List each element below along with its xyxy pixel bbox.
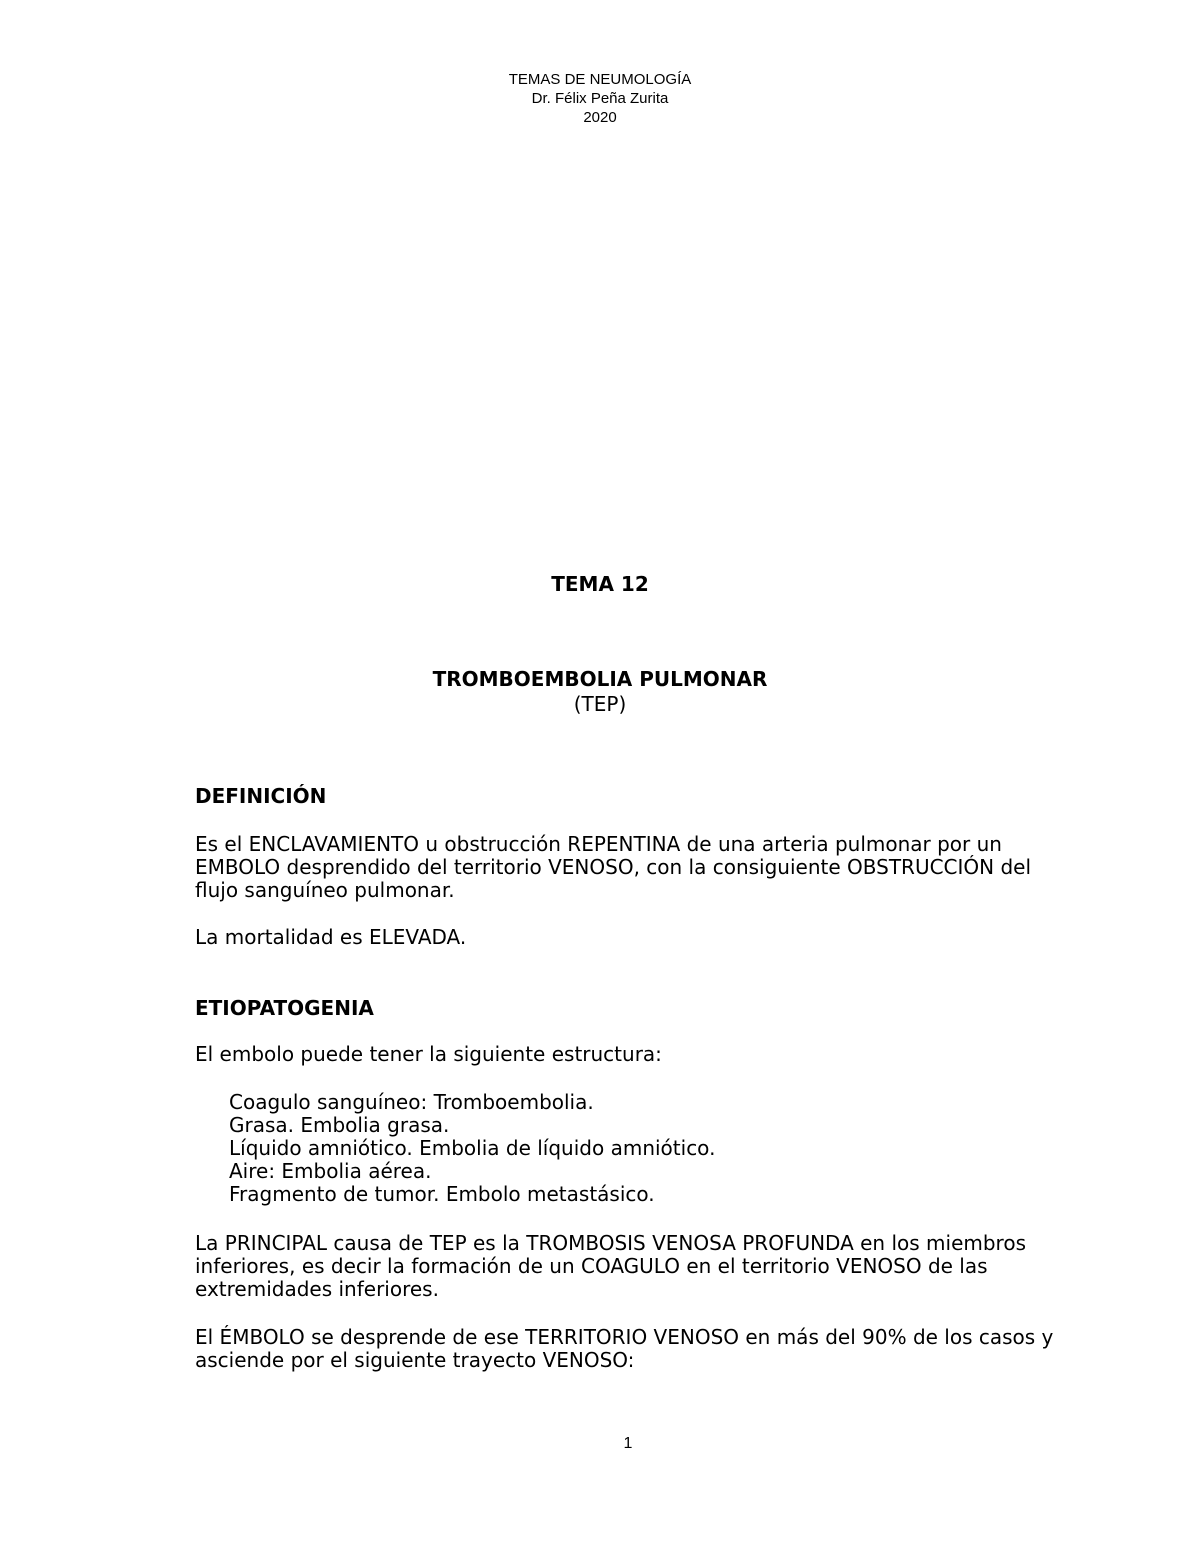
embolo-types-list xyxy=(229,1091,715,1206)
header-subject: TEMAS DE NEUMOLOGÍA xyxy=(508,71,692,88)
embolo-trayecto-paragraph xyxy=(195,1326,1075,1372)
document-abbreviation: (TEP) xyxy=(573,692,627,716)
page-header xyxy=(0,70,1200,127)
list-item: Fragmento de tumor. Embolo metastásico. xyxy=(229,1182,655,1206)
document-title: TROMBOEMBOLIA PULMONAR xyxy=(432,667,768,691)
section-heading-definicion: DEFINICIÓN xyxy=(195,784,327,808)
definicion-text: Es el ENCLAVAMIENTO u obstrucción REPENTINA de una arteria pulmonar por un EMBOLO desprendido del territorio VENOSO, con la consiguiente OBSTRUCCIÓN del flujo sanguíneo pulmonar. xyxy=(195,832,1032,902)
list-item: Líquido amniótico. Embolia de líquido amniótico. xyxy=(229,1136,716,1160)
header-year: 2020 xyxy=(583,109,617,126)
header-author: Dr. Félix Peña Zurita xyxy=(531,90,669,107)
list-item: Aire: Embolia aérea. xyxy=(229,1159,432,1183)
definicion-paragraph xyxy=(195,833,1075,902)
principal-causa-text: La PRINCIPAL causa de TEP es la TROMBOSIS VENOSA PROFUNDA en los miembros inferiores, es decir la formación de un COAGULO en el territorio VENOSO de las extremidades inferiores. xyxy=(195,1231,1026,1301)
tema-number: TEMA 12 xyxy=(551,572,649,596)
principal-causa-paragraph xyxy=(195,1232,1075,1301)
list-item: Grasa. Embolia grasa. xyxy=(229,1113,450,1137)
list-item: Coagulo sanguíneo: Tromboembolia. xyxy=(229,1090,594,1114)
section-heading-etiopatogenia: ETIOPATOGENIA xyxy=(195,996,374,1020)
etiopatogenia-intro-text: El embolo puede tener la siguiente estructura: xyxy=(195,1042,662,1066)
etiopatogenia-intro xyxy=(195,1043,1075,1066)
mortalidad-text: La mortalidad es ELEVADA. xyxy=(195,925,467,949)
mortalidad-paragraph xyxy=(195,926,1075,949)
page-number: 1 xyxy=(623,1435,633,1452)
embolo-trayecto-text: El ÉMBOLO se desprende de ese TERRITORIO VENOSO en más del 90% de los casos y asciende por el siguiente trayecto VENOSO: xyxy=(195,1325,1054,1372)
